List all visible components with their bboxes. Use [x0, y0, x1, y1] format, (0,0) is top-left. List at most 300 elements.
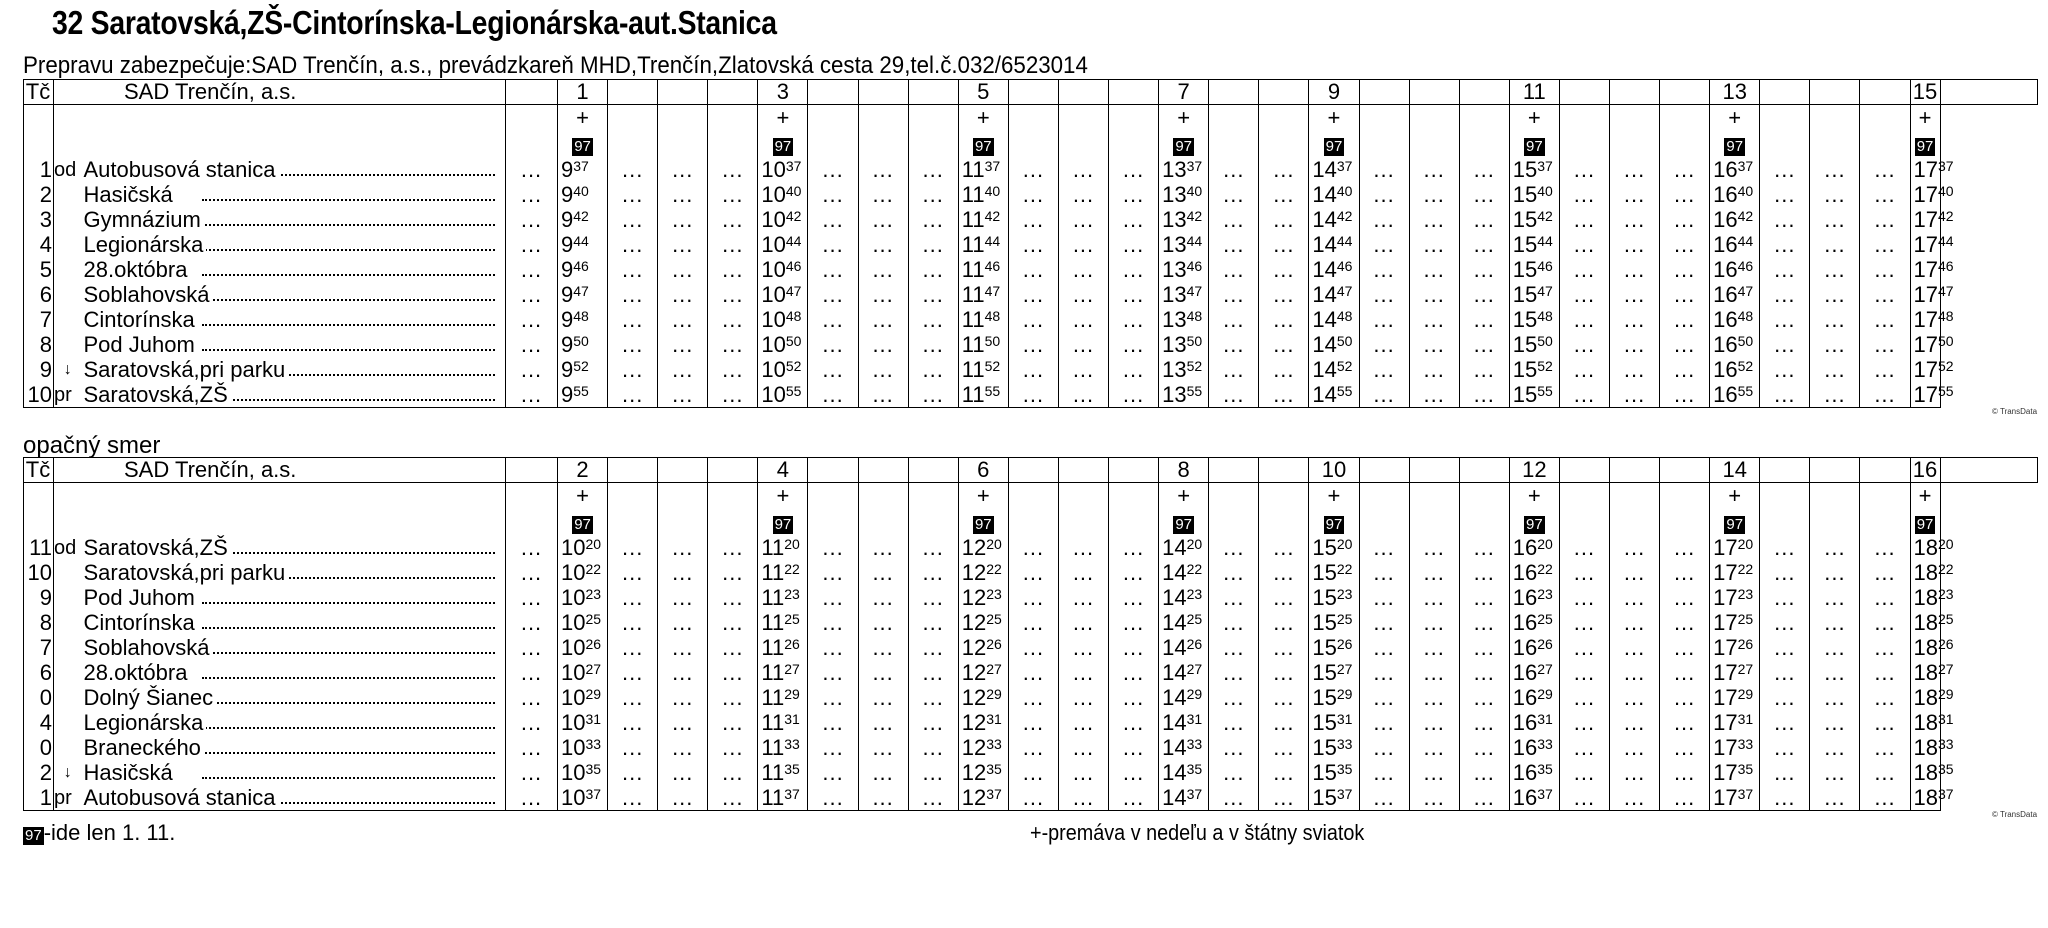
no-service-dots: ...: [1209, 635, 1259, 660]
stop-tc: 1: [24, 785, 54, 811]
stop-direction-label: [54, 635, 82, 660]
marker-cell: [1609, 131, 1659, 157]
no-service-dots: ...: [908, 610, 958, 635]
no-service-dots: ...: [1660, 660, 1710, 685]
time-minute: 33: [784, 735, 800, 752]
marker-cell: [1910, 483, 1940, 510]
arrow-blank: [54, 509, 82, 535]
time-minute: 29: [585, 685, 602, 702]
departure-time: [1710, 610, 1760, 635]
no-service-dots: ...: [1459, 257, 1509, 282]
time-minute: 26: [1537, 635, 1553, 652]
no-service-dots: ...: [1058, 382, 1108, 408]
departure-time: [958, 332, 1008, 357]
copyright-2: © TransData: [1992, 810, 2038, 819]
no-service-dots: ...: [1860, 760, 1910, 785]
no-service-dots: ...: [858, 585, 908, 610]
time-minute: 29: [1186, 685, 1203, 702]
no-service-dots: ...: [1359, 157, 1409, 182]
stop-row: [24, 610, 2038, 635]
no-service-dots: ...: [1359, 685, 1409, 710]
no-service-dots: ...: [1860, 382, 1910, 408]
time-minute: 26: [1737, 635, 1754, 652]
departure-time: [1309, 710, 1359, 735]
no-service-dots: ...: [506, 182, 558, 207]
time-hour: 11: [761, 734, 785, 760]
departure-time: [1159, 157, 1209, 182]
marker-cell: [658, 483, 708, 510]
stop-direction-label: [54, 610, 82, 635]
departure-time: [558, 710, 608, 735]
arrow-down-icon: ↓: [54, 357, 82, 382]
marker-cell: [506, 509, 558, 535]
no-service-dots: ...: [1259, 382, 1309, 408]
no-service-dots: ...: [1209, 785, 1259, 811]
time-minute: 42: [785, 207, 802, 224]
departure-time: [1509, 232, 1559, 257]
no-service-dots: ...: [808, 282, 858, 307]
departure-time: [1159, 282, 1209, 307]
time-hour: 12: [961, 784, 987, 810]
stop-row: [24, 357, 2038, 382]
no-service-dots: ...: [608, 307, 658, 332]
no-service-dots: ...: [1008, 182, 1058, 207]
time-minute: 42: [1186, 207, 1203, 224]
trip-number-empty: [858, 80, 908, 105]
time-hour: 11: [961, 231, 985, 257]
time-minute: 26: [1336, 635, 1353, 652]
trip-number-10: 10: [1309, 458, 1359, 483]
no-service-dots: ...: [858, 760, 908, 785]
marker-cell: [1459, 483, 1509, 510]
marker-cell: [1359, 105, 1409, 132]
marker-cell: [1710, 131, 1760, 157]
no-service-dots: ...: [658, 182, 708, 207]
time-minute: 40: [1336, 182, 1353, 199]
departure-time: [1309, 232, 1359, 257]
trip-number-empty: [708, 80, 758, 105]
no-service-dots: ...: [1259, 710, 1309, 735]
time-minute: 20: [1537, 535, 1553, 552]
time-minute: 20: [585, 535, 602, 552]
no-service-dots: ...: [808, 610, 858, 635]
no-service-dots: ...: [1459, 585, 1509, 610]
time-minute: 47: [1938, 282, 1954, 299]
time-hour: 11: [961, 156, 985, 182]
company-header: SAD Trenčín, a.s.: [54, 458, 506, 483]
time-hour: 14: [1312, 381, 1337, 407]
marker-cell: [608, 483, 658, 510]
departure-time: [1309, 207, 1359, 232]
arrow-blank: [54, 131, 82, 157]
trip-number-empty: [858, 458, 908, 483]
stop-tc: 1: [24, 157, 54, 182]
trip-number-empty: [708, 458, 758, 483]
marker-cell: [708, 131, 758, 157]
no-service-dots: ...: [1359, 635, 1409, 660]
time-minute: 47: [1737, 282, 1754, 299]
no-service-dots: ...: [1660, 635, 1710, 660]
marker-cell: [1109, 509, 1159, 535]
no-service-dots: ...: [1109, 610, 1159, 635]
no-service-dots: ...: [1810, 585, 1860, 610]
time-hour: 14: [1162, 584, 1187, 610]
stop-row: [24, 282, 2038, 307]
time-minute: 33: [1186, 735, 1203, 752]
no-service-dots: ...: [1860, 157, 1910, 182]
departure-time: [1309, 282, 1359, 307]
time-hour: 16: [1512, 784, 1538, 810]
no-service-dots: ...: [1109, 307, 1159, 332]
no-service-dots: ...: [1209, 232, 1259, 257]
marker-cell: [1459, 509, 1509, 535]
no-service-dots: ...: [1559, 785, 1609, 811]
trip-number-empty: [1209, 458, 1259, 483]
time-hour: 17: [1913, 181, 1939, 207]
no-service-dots: ...: [1058, 785, 1108, 811]
no-service-dots: ...: [1860, 535, 1910, 560]
no-service-dots: ...: [658, 157, 708, 182]
no-service-dots: ...: [1109, 257, 1159, 282]
no-service-dots: ...: [1760, 760, 1810, 785]
footnote-badge-note: [23, 820, 175, 846]
time-minute: 26: [986, 635, 1002, 652]
no-service-dots: ...: [1409, 660, 1459, 685]
time-minute: 25: [784, 610, 800, 627]
time-hour: 14: [1312, 306, 1337, 332]
no-service-dots: ...: [658, 357, 708, 382]
header-row: [24, 458, 2038, 483]
time-minute: 27: [986, 660, 1002, 677]
time-hour: 17: [1713, 559, 1738, 585]
time-hour: 11: [761, 634, 785, 660]
marker-cell: [1058, 509, 1108, 535]
departure-time: [558, 357, 608, 382]
no-service-dots: ...: [1810, 535, 1860, 560]
time-hour: 13: [1162, 356, 1187, 382]
time-minute: 27: [585, 660, 602, 677]
no-service-dots: ...: [1860, 635, 1910, 660]
time-minute: 55: [573, 382, 589, 399]
no-service-dots: ...: [1359, 660, 1409, 685]
time-minute: 48: [1336, 307, 1353, 324]
no-service-dots: ...: [1609, 610, 1659, 635]
no-service-dots: ...: [858, 382, 908, 408]
departure-time: [1710, 560, 1760, 585]
no-service-dots: ...: [1008, 332, 1058, 357]
time-hour: 13: [1162, 281, 1187, 307]
no-service-dots: ...: [808, 735, 858, 760]
no-service-dots: ...: [1860, 282, 1910, 307]
no-service-dots: ...: [1559, 357, 1609, 382]
no-service-dots: ...: [858, 207, 908, 232]
no-service-dots: ...: [1008, 585, 1058, 610]
departure-time: [958, 685, 1008, 710]
departure-time: [1910, 281, 1954, 307]
trip-number-empty: [1058, 80, 1108, 105]
marker-cell: [1760, 105, 1810, 132]
marker-cell: [1259, 509, 1309, 535]
no-service-dots: ...: [506, 157, 558, 182]
no-service-dots: ...: [1660, 535, 1710, 560]
time-hour: 11: [961, 281, 985, 307]
marker-cell: [658, 131, 708, 157]
no-service-dots: ...: [1660, 182, 1710, 207]
no-service-dots: ...: [1409, 157, 1459, 182]
time-minute: 55: [1336, 382, 1353, 399]
time-minute: 42: [1737, 207, 1754, 224]
time-minute: 29: [1336, 685, 1353, 702]
stop-name-cell: [82, 735, 506, 760]
trip-number-12: 12: [1509, 458, 1559, 483]
trip-number-14: 14: [1710, 458, 1760, 483]
time-hour: 10: [561, 559, 586, 585]
no-service-dots: ...: [1058, 207, 1108, 232]
time-minute: 25: [986, 610, 1002, 627]
time-minute: 46: [984, 257, 1001, 274]
marker-cell: [1810, 105, 1860, 132]
no-service-dots: ...: [1609, 760, 1659, 785]
time-minute: 22: [986, 560, 1002, 577]
no-service-dots: ...: [506, 610, 558, 635]
marker-cell: [1309, 509, 1359, 535]
stop-name-cell: [82, 182, 506, 207]
no-service-dots: ...: [608, 785, 658, 811]
time-minute: 25: [1537, 610, 1553, 627]
time-hour: 15: [1512, 206, 1538, 232]
marker-cell: [506, 131, 558, 157]
stop-name: 28.októbra: [84, 660, 191, 685]
stop-row: [24, 182, 2038, 207]
departure-time: [958, 560, 1008, 585]
trip-number-empty: [1409, 80, 1459, 105]
time-minute: 46: [1186, 257, 1203, 274]
time-minute: 35: [1938, 760, 1954, 777]
departure-time: [1910, 534, 1954, 560]
trip-number-empty: [1660, 80, 1710, 105]
time-minute: 40: [984, 182, 1001, 199]
no-service-dots: ...: [808, 685, 858, 710]
time-minute: 37: [785, 157, 802, 174]
time-hour: 9: [561, 356, 574, 382]
departure-time: [958, 207, 1008, 232]
stop-tc: 10: [24, 560, 54, 585]
no-service-dots: ...: [1109, 735, 1159, 760]
time-hour: 13: [1162, 231, 1187, 257]
stop-row: [24, 207, 2038, 232]
no-service-dots: ...: [1058, 282, 1108, 307]
time-minute: 48: [785, 307, 802, 324]
no-service-dots: ...: [858, 660, 908, 685]
time-minute: 52: [573, 357, 589, 374]
marker-cell: [1860, 509, 1910, 535]
marker-cell: [1509, 131, 1559, 157]
no-service-dots: ...: [1810, 660, 1860, 685]
departure-time: [1309, 785, 1359, 811]
time-hour: 17: [1713, 734, 1738, 760]
marker-cell: [1459, 131, 1509, 157]
trip-number-empty: [658, 80, 708, 105]
trip-number-empty: [1459, 458, 1509, 483]
time-hour: 15: [1512, 231, 1538, 257]
time-hour: 10: [761, 381, 786, 407]
no-service-dots: ...: [1860, 357, 1910, 382]
no-service-dots: ...: [1008, 785, 1058, 811]
time-hour: 15: [1312, 734, 1337, 760]
time-hour: 11: [761, 534, 785, 560]
time-minute: 52: [984, 357, 1001, 374]
no-service-dots: ...: [1459, 610, 1509, 635]
no-service-dots: ...: [1058, 232, 1108, 257]
stop-name-cell: [82, 157, 506, 182]
time-minute: 35: [1737, 760, 1754, 777]
departure-time: [1910, 256, 1954, 282]
time-minute: 40: [1737, 182, 1754, 199]
no-service-dots: ...: [1559, 660, 1609, 685]
no-service-dots: ...: [1259, 332, 1309, 357]
plus-marker: +: [1177, 105, 1191, 130]
no-service-dots: ...: [1860, 735, 1910, 760]
departure-time: [1159, 710, 1209, 735]
no-service-dots: ...: [506, 357, 558, 382]
no-service-dots: ...: [1459, 157, 1509, 182]
departure-time: [558, 382, 608, 408]
time-minute: 42: [1336, 207, 1353, 224]
no-service-dots: ...: [1109, 157, 1159, 182]
no-service-dots: ...: [1008, 357, 1058, 382]
no-service-dots: ...: [1559, 257, 1609, 282]
time-hour: 15: [1512, 181, 1538, 207]
stop-name-cell: [82, 207, 506, 232]
time-hour: 12: [961, 709, 987, 735]
marker-cell: [558, 105, 608, 132]
no-service-dots: ...: [1409, 282, 1459, 307]
tc-header: Tč: [24, 80, 54, 105]
badge-97: 97: [1525, 138, 1543, 155]
time-minute: 20: [1186, 535, 1203, 552]
no-service-dots: ...: [1660, 785, 1710, 811]
marker-cell: [808, 509, 858, 535]
no-service-dots: ...: [1660, 357, 1710, 382]
time-hour: 9: [561, 306, 574, 332]
trip-number-empty: [1559, 80, 1609, 105]
no-service-dots: ...: [658, 382, 708, 408]
departure-time: [1910, 659, 1954, 685]
no-service-dots: ...: [1860, 785, 1910, 811]
no-service-dots: ...: [708, 685, 758, 710]
trip-number-empty: [1259, 458, 1309, 483]
time-hour: 15: [1512, 356, 1538, 382]
departure-time: [558, 660, 608, 685]
time-hour: 15: [1512, 256, 1538, 282]
trip-number-16: 16: [1910, 458, 1940, 483]
time-hour: 10: [761, 306, 786, 332]
trip-number-empty: [1760, 80, 1810, 105]
time-hour: 17: [1713, 634, 1738, 660]
time-minute: 23: [1938, 585, 1954, 602]
time-hour: 12: [961, 684, 987, 710]
time-minute: 33: [1938, 735, 1954, 752]
time-hour: 11: [961, 206, 985, 232]
stop-name: Gymnázium: [84, 207, 204, 232]
no-service-dots: ...: [1209, 207, 1259, 232]
no-service-dots: ...: [1459, 710, 1509, 735]
departure-time: [958, 585, 1008, 610]
no-service-dots: ...: [908, 735, 958, 760]
no-service-dots: ...: [1008, 685, 1058, 710]
time-hour: 18: [1913, 684, 1939, 710]
marker-cell: [1760, 131, 1810, 157]
departure-time: [1159, 182, 1209, 207]
marker-cell: [708, 483, 758, 510]
time-hour: 15: [1312, 634, 1337, 660]
plus-marker: +: [1327, 483, 1341, 508]
time-hour: 12: [961, 584, 987, 610]
no-service-dots: ...: [1008, 710, 1058, 735]
time-minute: 26: [1938, 635, 1954, 652]
stop-name: Cintorínska: [84, 610, 198, 635]
departure-time: [1509, 307, 1559, 332]
stop-name: Saratovská,pri parku: [84, 357, 289, 382]
trip-number-empty: [908, 458, 958, 483]
time-hour: 18: [1913, 534, 1939, 560]
no-service-dots: ...: [1810, 382, 1860, 408]
time-minute: 20: [1938, 535, 1954, 552]
time-minute: 35: [585, 760, 602, 777]
trip-number-empty: [1409, 458, 1459, 483]
stop-name: Autobusová stanica: [84, 157, 279, 182]
stop-name: Hasičská: [84, 760, 176, 785]
time-minute: 35: [1537, 760, 1553, 777]
departure-time: [1309, 307, 1359, 332]
no-service-dots: ...: [1660, 332, 1710, 357]
time-minute: 37: [784, 785, 800, 802]
time-minute: 55: [785, 382, 802, 399]
no-service-dots: ...: [1359, 182, 1409, 207]
no-service-dots: ...: [608, 585, 658, 610]
no-service-dots: ...: [708, 182, 758, 207]
departure-time: [1159, 610, 1209, 635]
no-service-dots: ...: [1209, 660, 1259, 685]
no-service-dots: ...: [808, 635, 858, 660]
time-minute: 22: [1737, 560, 1754, 577]
time-hour: 16: [1713, 331, 1738, 357]
time-hour: 18: [1913, 709, 1939, 735]
departure-time: [758, 232, 808, 257]
marker-cell: [1359, 131, 1409, 157]
badge-97: 97: [1325, 516, 1343, 533]
no-service-dots: ...: [908, 535, 958, 560]
no-service-dots: ...: [858, 735, 908, 760]
no-service-dots: ...: [1660, 560, 1710, 585]
time-minute: 23: [1336, 585, 1353, 602]
time-minute: 23: [784, 585, 800, 602]
time-minute: 46: [785, 257, 802, 274]
time-minute: 25: [1186, 610, 1203, 627]
no-service-dots: ...: [1459, 760, 1509, 785]
trip-number-empty: [1209, 80, 1259, 105]
no-service-dots: ...: [1058, 307, 1108, 332]
departure-time: [1509, 182, 1559, 207]
time-hour: 10: [561, 684, 586, 710]
no-service-dots: ...: [608, 207, 658, 232]
trip-number-3: 3: [758, 80, 808, 105]
marker-cell: [1008, 131, 1058, 157]
no-service-dots: ...: [1860, 660, 1910, 685]
time-minute: 37: [1537, 157, 1553, 174]
marker-cell: [1860, 131, 1910, 157]
no-service-dots: ...: [1810, 307, 1860, 332]
